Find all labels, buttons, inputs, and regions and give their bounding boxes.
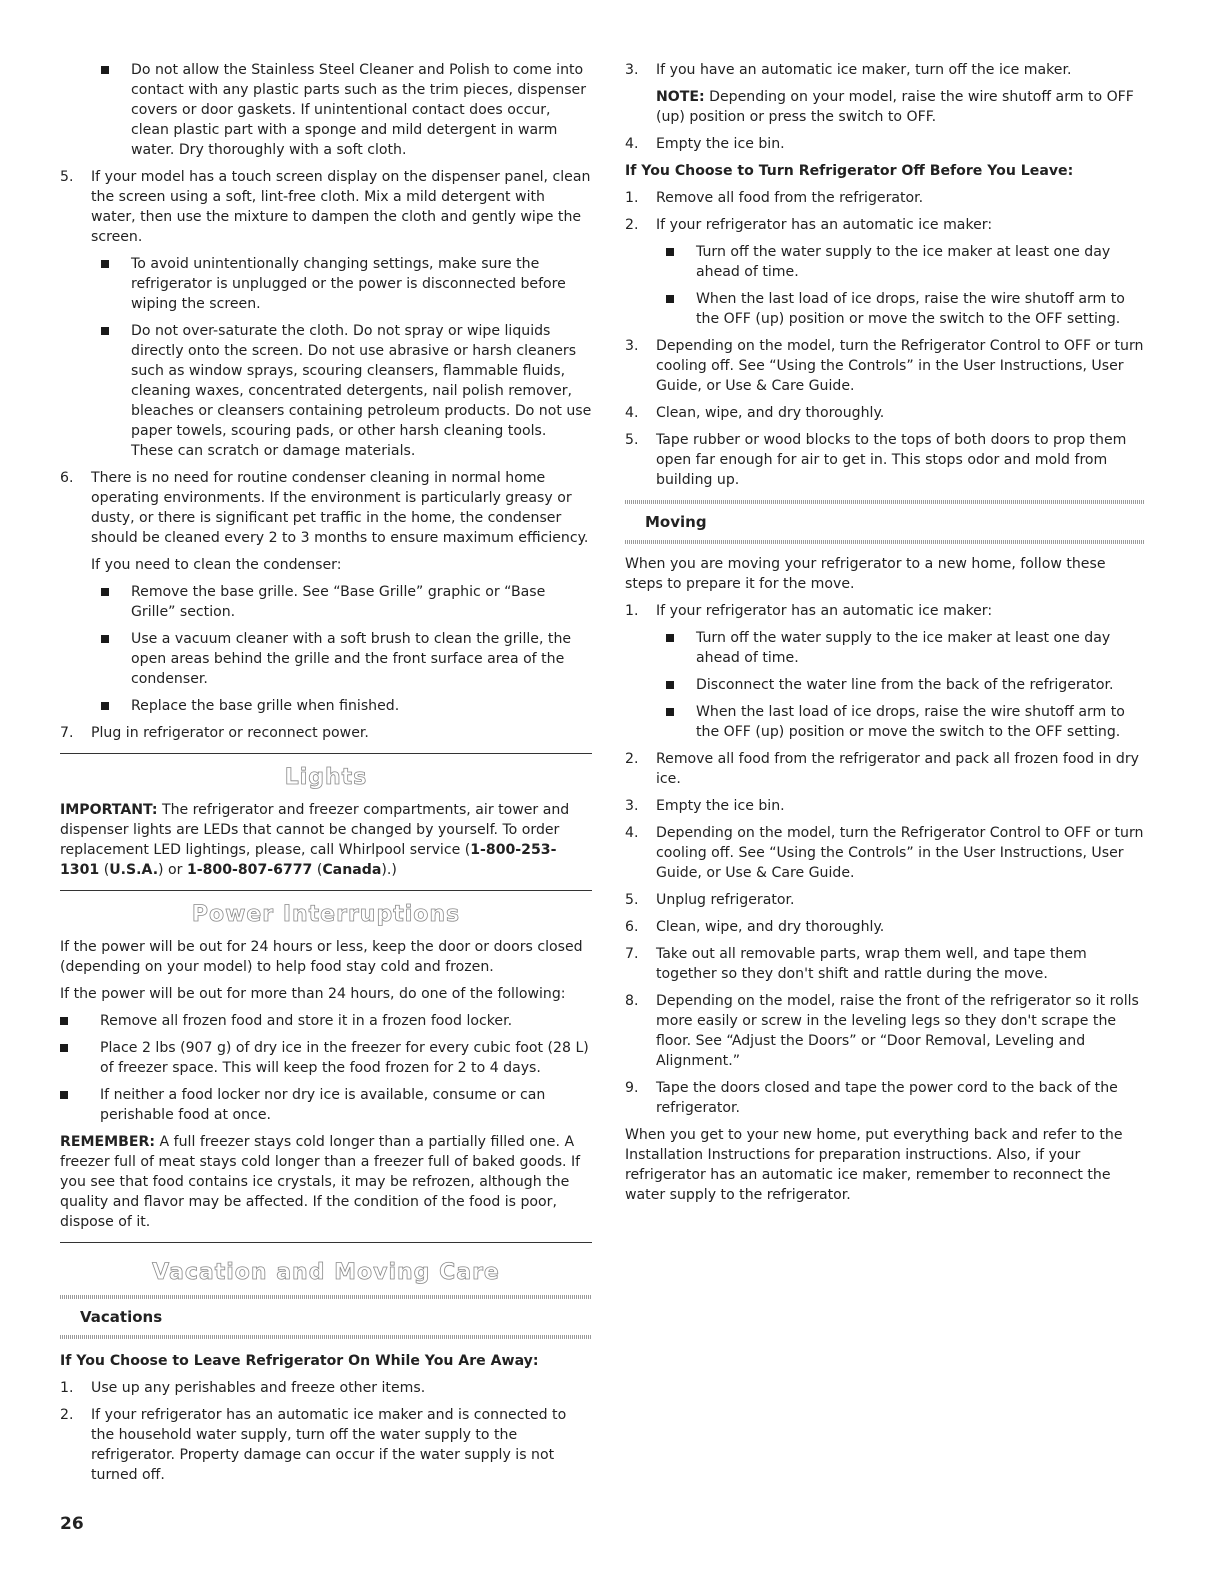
bullet-text: Use a vacuum cleaner with a soft brush to clean the grille, the open areas behind the grille and the front surface area of the condenser. xyxy=(131,631,572,687)
bullet-text: Turn off the water supply to the ice maker at least one day ahead of time. xyxy=(696,630,1111,666)
country-canada: Canada xyxy=(322,862,382,878)
bullet-text: Replace the base grille when finished. xyxy=(131,698,400,714)
item-text: Plug in refrigerator or reconnect power. xyxy=(91,725,369,741)
item-text: If your refrigerator has an automatic ice maker: xyxy=(656,603,993,619)
turn-off-heading: If You Choose to Turn Refrigerator Off Before You Leave: xyxy=(625,163,1074,179)
item-number: 3. xyxy=(625,798,639,814)
item-text: Empty the ice bin. xyxy=(656,798,785,814)
lights-text: The refrigerator and freezer compartments, air tower and dispenser lights are LEDs that cannot be changed by yourself. To order replacement LED lightings, please, call Whirlpool service ( xyxy=(60,802,570,858)
bullet-text: Do not over-saturate the cloth. Do not spray or wipe liquids directly onto the screen. Do not use abrasive or harsh cleaners such as window sprays, scouring cleansers, flammable fluids, cleaning waxes, concentrated detergents, nail polish remover, bleaches or cleansers containing petroleum products. Do not use paper towels, scouring pads, or other harsh cleaning tools. These can scratch or damage materials. xyxy=(131,323,592,459)
item-text: If your refrigerator has an automatic ice maker: xyxy=(656,217,993,233)
list-item xyxy=(625,403,1145,423)
list-item xyxy=(625,944,1145,984)
item-number: 4. xyxy=(625,136,639,152)
power-paragraph: If the power will be out for 24 hours or less, keep the door or doors closed (depending on your model) to help food stay cold and frozen. xyxy=(60,939,583,975)
list-item xyxy=(625,336,1145,396)
item-number: 4. xyxy=(625,405,639,421)
left-column xyxy=(60,60,592,1492)
bullet-text: If neither a food locker nor dry ice is available, consume or can perishable food at once. xyxy=(100,1087,546,1123)
hatch-divider xyxy=(60,1335,592,1339)
item-text: Tape rubber or wood blocks to the tops of both doors to prop them open far enough for air to get in. This stops odor and mold from building up. xyxy=(656,432,1127,488)
item-number: 8. xyxy=(625,993,639,1009)
list-item xyxy=(625,823,1145,883)
item-number: 1. xyxy=(60,1380,74,1396)
bullet-text: Remove the base grille. See “Base Grille” graphic or “Base Grille” section. xyxy=(131,584,546,620)
list-item xyxy=(625,215,1145,329)
item-text: Depending on the model, turn the Refrigerator Control to OFF or turn cooling off. See “Using the Controls” in the User Instructions, User Guide, or Use & Care Guide. xyxy=(656,825,1144,881)
item-number: 2. xyxy=(60,1407,74,1423)
note-text: Depending on your model, raise the wire shutoff arm to OFF (up) position or press the switch to OFF. xyxy=(656,89,1134,125)
list-item xyxy=(60,1038,592,1078)
list-item xyxy=(625,702,1145,742)
item-number: 4. xyxy=(625,825,639,841)
list-item xyxy=(625,749,1145,789)
item-number: 5. xyxy=(625,892,639,908)
item-number: 7. xyxy=(60,725,74,741)
subheading-vacations: Vacations xyxy=(80,1308,163,1326)
bullet-text: Disconnect the water line from the back of the refrigerator. xyxy=(696,677,1114,693)
list-item xyxy=(625,628,1145,668)
list-item xyxy=(625,1078,1145,1118)
bullet-text: Turn off the water supply to the ice maker at least one day ahead of time. xyxy=(696,244,1111,280)
section-divider xyxy=(60,1242,592,1243)
list-item xyxy=(625,188,1145,208)
item-number: 5. xyxy=(625,432,639,448)
item-text: If your model has a touch screen display on the dispenser panel, clean the screen using a soft, lint-free cloth. Mix a mild detergent with water, then use the mixture to dampen the cloth and gently wipe the screen. xyxy=(91,169,591,245)
item-number: 6. xyxy=(625,919,639,935)
item-text: Clean, wipe, and dry thoroughly. xyxy=(656,919,885,935)
list-item xyxy=(60,1085,592,1125)
item-text: Remove all food from the refrigerator and pack all frozen food in dry ice. xyxy=(656,751,1139,787)
bullet-text: When the last load of ice drops, raise the wire shutoff arm to the OFF (up) position or move the switch to the OFF setting. xyxy=(696,291,1125,327)
item-number: 6. xyxy=(60,470,74,486)
country-us: U.S.A. xyxy=(109,862,159,878)
leave-on-heading: If You Choose to Leave Refrigerator On While You Are Away: xyxy=(60,1353,539,1369)
item-text: Take out all removable parts, wrap them well, and tape them together so they don't shift and rattle during the move. xyxy=(656,946,1087,982)
list-item xyxy=(625,601,1145,742)
list-item xyxy=(60,321,592,461)
remember-text: A full freezer stays cold longer than a partially filled one. A freezer full of meat stays cold longer than a freezer full of baked goods. If you see that food contains ice crystals, it may be refrozen, although the quality and flavor may be affected. If the condition of the food is poor, dispose of it. xyxy=(60,1134,581,1230)
lights-text: ( xyxy=(312,862,323,878)
right-column xyxy=(625,60,1145,1212)
bullet-text: When the last load of ice drops, raise the wire shutoff arm to the OFF (up) position or move the switch to the OFF setting. xyxy=(696,704,1125,740)
item-text: Unplug refrigerator. xyxy=(656,892,795,908)
item-number: 9. xyxy=(625,1080,639,1096)
list-item xyxy=(625,675,1145,695)
item-text: Tape the doors closed and tape the power cord to the back of the refrigerator. xyxy=(656,1080,1118,1116)
list-item xyxy=(60,629,592,689)
item-text: Use up any perishables and freeze other items. xyxy=(91,1380,426,1396)
bullet-text: Place 2 lbs (907 g) of dry ice in the freezer for every cubic foot (28 L) of freezer space. This will keep the food frozen for 2 to 4 days. xyxy=(100,1040,589,1076)
remember-label: REMEMBER: xyxy=(60,1134,156,1150)
item-text: Depending on the model, turn the Refrigerator Control to OFF or turn cooling off. See “Using the Controls” in the User Instructions, User Guide, or Use & Care Guide. xyxy=(656,338,1144,394)
subheading-moving: Moving xyxy=(645,513,707,531)
lights-text: ( xyxy=(99,862,110,878)
item-number: 1. xyxy=(625,190,639,206)
list-item xyxy=(625,890,1145,910)
section-divider xyxy=(60,753,592,754)
item-text: Empty the ice bin. xyxy=(656,136,785,152)
list-item xyxy=(60,723,592,743)
section-title-vacation: Vacation and Moving Care xyxy=(152,1260,500,1285)
list-item xyxy=(60,582,592,622)
list-item xyxy=(60,60,592,160)
note-paragraph xyxy=(656,87,1145,127)
list-item xyxy=(625,430,1145,490)
list-item xyxy=(60,1405,592,1485)
lights-text: ) or xyxy=(158,862,187,878)
page-number: 26 xyxy=(60,1514,84,1534)
section-divider xyxy=(60,890,592,891)
important-label: IMPORTANT: xyxy=(60,802,158,818)
note-label: NOTE: xyxy=(656,89,705,105)
lights-paragraph xyxy=(60,800,592,880)
item-number: 3. xyxy=(625,62,639,78)
bullet-text: To avoid unintentionally changing settings, make sure the refrigerator is unplugged or the power is disconnected before wiping the screen. xyxy=(131,256,566,312)
item-number: 2. xyxy=(625,751,639,767)
item-number: 3. xyxy=(625,338,639,354)
item-text: Clean, wipe, and dry thoroughly. xyxy=(656,405,885,421)
item-number: 2. xyxy=(625,217,639,233)
closing-paragraph: When you get to your new home, put everything back and refer to the Installation Instructions for preparation instructions. Also, if your refrigerator has an automatic ice maker, remember to reconnect the water supply to the refrigerator. xyxy=(625,1127,1123,1203)
list-item xyxy=(60,1378,592,1398)
item-number: 5. xyxy=(60,169,74,185)
phone-canada: 1-800-807-6777 xyxy=(186,862,313,878)
item-text: There is no need for routine condenser cleaning in normal home operating environments. If the environment is particularly greasy or dusty, or there is significant pet traffic in the home, the condenser should be cleaned every 2 to 3 months to ensure maximum efficiency. xyxy=(91,470,589,546)
item-number: 1. xyxy=(625,603,639,619)
list-item xyxy=(60,254,592,314)
list-item xyxy=(625,134,1145,154)
list-item xyxy=(625,796,1145,816)
list-item xyxy=(625,60,1145,127)
item-text: Depending on the model, raise the front of the refrigerator so it rolls more easily or screw in the leveling legs so they don't scrape the floor. See “Adjust the Doors” or “Door Removal, Leveling and Alignment.” xyxy=(656,993,1139,1069)
list-item xyxy=(60,1011,592,1031)
power-paragraph: If the power will be out for more than 24 hours, do one of the following: xyxy=(60,986,566,1002)
bullet-text: Do not allow the Stainless Steel Cleaner and Polish to come into contact with any plastic parts such as the trim pieces, dispenser covers or door gaskets. If unintentional contact does occur, clean plastic part with a sponge and mild detergent in warm water. Dry thoroughly with a soft cloth. xyxy=(131,62,586,158)
section-title-lights: Lights xyxy=(284,765,368,790)
list-item xyxy=(625,917,1145,937)
list-item xyxy=(625,289,1145,329)
list-item xyxy=(625,991,1145,1071)
list-item xyxy=(60,468,592,716)
item-note: If you need to clean the condenser: xyxy=(91,557,342,573)
lights-text: ).) xyxy=(381,862,397,878)
item-text: Remove all food from the refrigerator. xyxy=(656,190,924,206)
item-text: If your refrigerator has an automatic ice maker and is connected to the household water supply, turn off the water supply to the refrigerator. Property damage can occur if the water supply is not turned off. xyxy=(91,1407,567,1483)
hatch-divider xyxy=(625,540,1145,544)
item-text: If you have an automatic ice maker, turn off the ice maker. xyxy=(656,62,1072,78)
list-item xyxy=(60,696,592,716)
list-item xyxy=(60,167,592,461)
bullet-text: Remove all frozen food and store it in a frozen food locker. xyxy=(100,1013,513,1029)
remember-paragraph xyxy=(60,1132,592,1232)
phone-us: 1-800-253-1301 xyxy=(60,842,557,878)
section-title-power: Power Interruptions xyxy=(191,902,461,927)
moving-intro: When you are moving your refrigerator to a new home, follow these steps to prepare it for the move. xyxy=(625,556,1106,592)
item-number: 7. xyxy=(625,946,639,962)
list-item xyxy=(625,242,1145,282)
